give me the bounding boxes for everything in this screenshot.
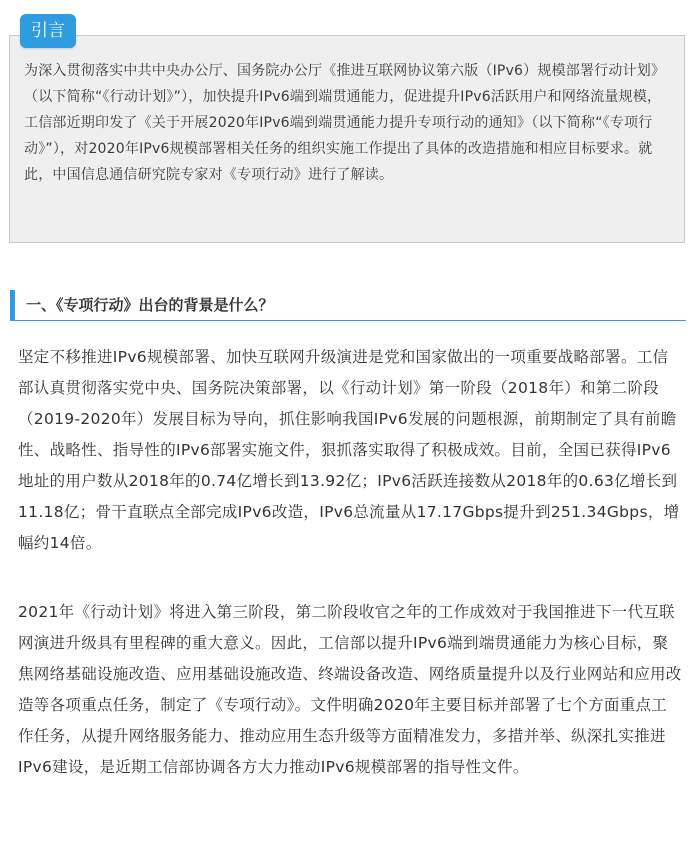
body-paragraph: 2021年《行动计划》将进入第三阶段，第二阶段收官之年的工作成效对于我国推进下一代互联网演进升级具有里程碑的重大意义。因此，工信部以提升IPv6端到端贯通能力为核心目标，聚焦网络基础设施改造、应用基础设施改造、终端设备改造、网络质量提升以及行业网站和应用改造等各项重点任务，制定了《专项行动》。文件明确2020年主要目标并部署了七个方面重点工作任务，从提升网络服务能力、推动应用生态升级等方面精准发力，多措并举、纵深扎实推进IPv6建设，是近期工信部协调各方大力推动IPv6规模部署的指导性文件。 xyxy=(18,603,682,776)
intro-text: 为深入贯彻落实中共中央办公厅、国务院办公厅《推进互联网协议第六版（IPv6）规模部署行动计划》（以下简称“《行动计划》”），加快提升IPv6端到端贯通能力，促进提升IPv6活跃用户和网络流量规模，工信部近期印发了《关于开展2020年IPv6端到端贯通能力提升专项行动的通知》（以下简称“《专项行动》”），对2020年IPv6规模部署相关任务的组织实施工作提出了具体的改造措施和相应目标要求。就此，中国信息通信研究院专家对《专项行动》进行了解读。 xyxy=(24,63,666,183)
section-heading: 一、《专项行动》出台的背景是什么？ xyxy=(10,290,686,321)
intro-box xyxy=(9,35,685,243)
body-paragraph: 坚定不移推进IPv6规模部署、加快互联网升级演进是党和国家做出的一项重要战略部署。工信部认真贯彻落实党中央、国务院决策部署，以《行动计划》第一阶段（2018年）和第二阶段（2019-2020年）发展目标为导向，抓住影响我国IPv6发展的问题根源，前期制定了具有前瞻性、战略性、指导性的IPv6部署实施文件，狠抓落实取得了积极成效。目前，全国已获得IPv6地址的用户数从2018年的0.74亿增长到13.92亿；IPv6活跃连接数从2018年的0.63亿增长到11.18亿；骨干直联点全部完成IPv6改造，IPv6总流量从17.17Gbps提升到251.34Gbps，增幅约14倍。 xyxy=(18,348,680,552)
intro-tag: 引言 xyxy=(20,14,76,48)
